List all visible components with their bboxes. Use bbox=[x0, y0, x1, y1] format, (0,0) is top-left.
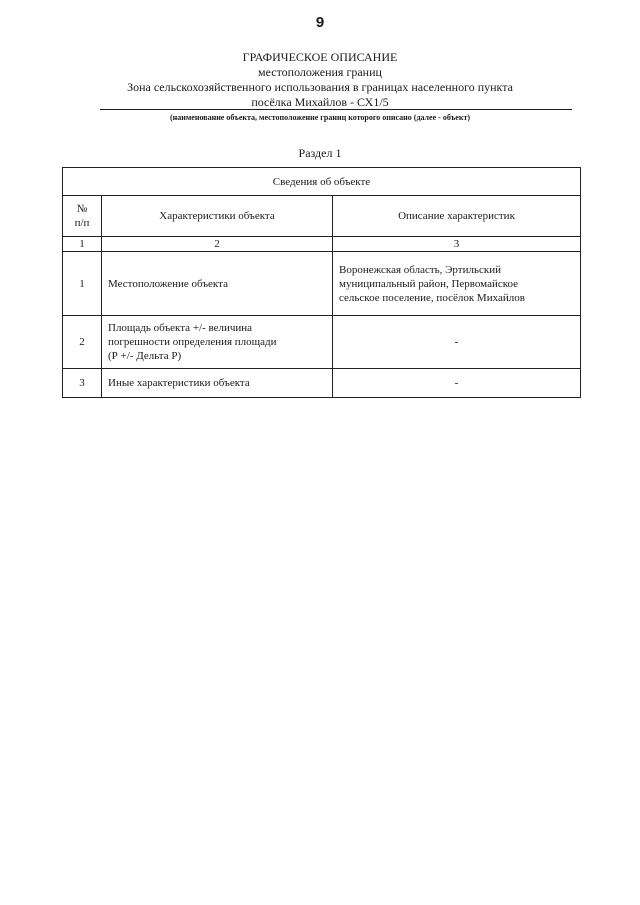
column-number: 2 bbox=[102, 237, 333, 252]
row-characteristic-line: Площадь объекта +/- величина bbox=[108, 322, 253, 334]
row-characteristic bbox=[102, 369, 333, 398]
header-title: ГРАФИЧЕСКОЕ ОПИСАНИЕ bbox=[242, 50, 398, 64]
row-characteristic bbox=[102, 252, 333, 316]
row-characteristic-line: Местоположение объекта bbox=[108, 277, 228, 290]
row-characteristic bbox=[102, 316, 333, 369]
page-number: 9 bbox=[315, 14, 325, 31]
table-row bbox=[63, 252, 581, 316]
table-caption-row bbox=[63, 168, 581, 196]
section-title: Раздел 1 bbox=[298, 146, 342, 160]
row-description bbox=[333, 316, 581, 369]
table-caption: Сведения об объекте bbox=[63, 168, 581, 196]
header-zone-name: Зона сельскохозяйственного использования в границах населенного пункта bbox=[127, 80, 513, 94]
row-description-line: сельское поселение, посёлок Михайлов bbox=[339, 291, 525, 304]
table-row bbox=[63, 316, 581, 369]
row-description-line: - bbox=[454, 336, 459, 348]
header-num-line: № bbox=[76, 203, 88, 215]
table-header-row bbox=[63, 196, 581, 237]
row-characteristic-line: (Р +/- Дельта Р) bbox=[108, 350, 182, 362]
table-row bbox=[63, 369, 581, 398]
header-characteristic: Характеристики объекта bbox=[102, 196, 333, 237]
header-settlement-name: посёлка Михайлов - СХ1/5 bbox=[251, 95, 389, 109]
row-number: 1 bbox=[63, 252, 102, 316]
row-characteristic-line: Иные характеристики объекта bbox=[108, 377, 250, 389]
row-description bbox=[333, 252, 581, 316]
row-characteristic-line: погрешности определения площади bbox=[108, 336, 277, 348]
header-num bbox=[63, 196, 102, 237]
row-description-line: Воронежская область, Эртильский bbox=[339, 263, 501, 276]
header-subtitle: местоположения границ bbox=[258, 65, 382, 79]
header-note: (наименование объекта, местоположение границ которого описано (далее - объект) bbox=[169, 113, 471, 122]
object-info-table bbox=[62, 167, 581, 398]
row-number: 3 bbox=[63, 369, 102, 398]
header-underline bbox=[100, 109, 572, 110]
row-number: 2 bbox=[63, 316, 102, 369]
document-header bbox=[60, 50, 580, 110]
header-num-line: п/п bbox=[74, 217, 90, 229]
column-number: 3 bbox=[333, 237, 581, 252]
column-number: 1 bbox=[63, 237, 102, 252]
row-description bbox=[333, 369, 581, 398]
header-description: Описание характеристик bbox=[333, 196, 581, 237]
column-number-row bbox=[63, 237, 581, 252]
row-description-line: муниципальный район, Первомайское bbox=[339, 277, 519, 290]
row-description-line: - bbox=[454, 377, 459, 389]
